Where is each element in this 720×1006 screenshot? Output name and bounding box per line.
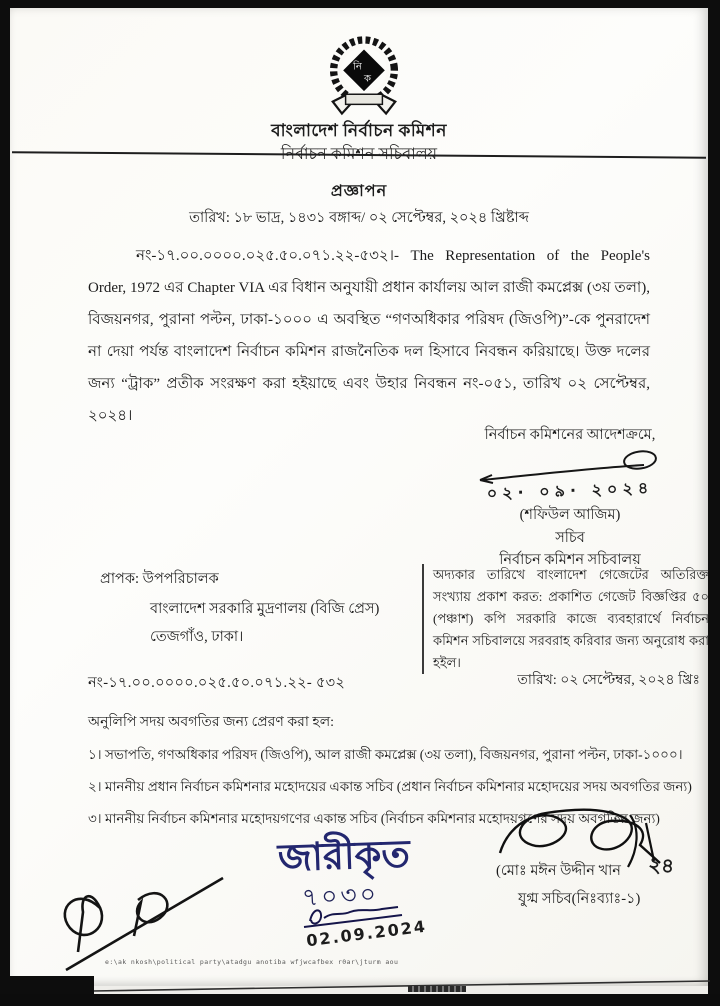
secretary-signature-date: ০২· ০৯· ২০২৪ bbox=[486, 478, 654, 503]
scan-smudge-mark bbox=[408, 986, 466, 992]
dispatch-date: 02.09.2024 bbox=[305, 916, 428, 951]
distribution-heading: অনুলিপি সদয় অবগতির জন্য প্রেরণ করা হল: bbox=[88, 715, 335, 730]
joint-secretary-name: (মোঃ মঈন উদ্দীন খান bbox=[496, 863, 621, 879]
secretary-designation: সচিব bbox=[555, 530, 585, 546]
notice-body-paragraph: নং-১৭.০০.০০০০.০২৫.৫০.০৭১.২২-৫৩২।- The Representation of the People's Order, 1972 এর Chapter VIA এর বিধান অনুযায়ী প্রধান কার্যালয় আল রাজী কমপ্লেক্স (৩য় তলা), বিজয়নগর, পুরানা পল্টন, ঢাকা-১০০০ এ অবস্থিত “গণঅধিকার পরিষদ (জিওপি)”-কে পুনরাদেশ না দেয়া পর্যন্ত বাংলাদেশ নির্বাচন কমিশন রাজনৈতিক দল হিসাবে নিবন্ধন করিয়াছে। উক্ত দলের জন্য “ট্রাক” প্রতীক সংরক্ষণ করা হইয়াছে এবং উহার নিবন্ধন নং-০৫১, তারিখ ০২ সেপ্টেম্বর, ২০২৪। bbox=[88, 248, 650, 424]
svg-text:ক: ক bbox=[364, 73, 372, 85]
secretary-office: নির্বাচন কমিশন সচিবালয় bbox=[499, 552, 641, 568]
notice-date-line: তারিখ: ১৮ ভাদ্র, ১৪৩১ বঙ্গাব্দ/ ০২ সেপ্টেম্বর, ২০২৪ খ্রিষ্টাব্দ bbox=[189, 210, 529, 226]
scan-bottom-band bbox=[0, 994, 720, 1006]
org-name-line1: বাংলাদেশ নির্বাচন কমিশন bbox=[271, 121, 447, 140]
distribution-item-1: ১। সভাপতি, গণঅধিকার পরিষদ (জিওপি), আল রাজী কমপ্লেক্স (৩য় তলা), বিজয়নগর, পুরানা পল্টন, ঢাকা-১০০০। bbox=[88, 747, 683, 762]
secretary-name: (শফিউল আজিম) bbox=[519, 507, 621, 523]
scan-black-patch bbox=[10, 976, 94, 994]
svg-text:নি: নি bbox=[352, 61, 362, 73]
scan-edge-line bbox=[92, 976, 710, 994]
recipient-line2: বাংলাদেশ সরকারি মুদ্রণালয় (বিজি প্রেস) bbox=[150, 601, 380, 617]
by-order-text: নির্বাচন কমিশনের আদেশক্রমে, bbox=[484, 427, 656, 443]
joint-secretary-designation: যুগ্ম সচিব(নিঃব্যাঃ-১) bbox=[518, 891, 641, 907]
reference-number: নং-১৭.০০.০০০০.০২৫.৫০.০৭১.২২- ৫৩২ bbox=[88, 675, 346, 691]
recipient-line1: প্রাপক: উপপরিচালক bbox=[100, 571, 219, 587]
document-page bbox=[10, 8, 708, 986]
election-commission-emblem-icon bbox=[318, 26, 410, 122]
distribution-item-3: ৩। মাননীয় নির্বাচন কমিশনার মহোদয়গণের একান্ত সচিব (নির্বাচন কমিশনার মহোদয়গণের সদয় অবগতির জন্য) bbox=[88, 811, 660, 826]
notice-title: প্রজ্ঞাপন bbox=[330, 183, 388, 200]
signature-overlay-mark: ২৪ bbox=[647, 852, 675, 878]
reference-date: তারিখ: ০২ সেপ্টেম্বর, ২০২৪ খ্রিঃ bbox=[517, 673, 700, 688]
issued-serial-number: ৭০৩০ bbox=[301, 879, 380, 912]
gazette-copies-note: অদ্যকার তারিখে বাংলাদেশ গেজেটের অতিরিক্ত সংখ্যায় প্রকাশ করত: প্রকাশিত গেজেট বিজ্ঞপ্তির ৫০ (পঞ্চাশ) কপি সরকারি কাজে ব্যবহারার্থে নির্বাচন কমিশন সচিবালয়ে সরবরাহ করিবার জন্য অনুরোধ করা হইল। bbox=[422, 564, 709, 674]
issued-stamp-text: জারীকৃত bbox=[277, 831, 411, 880]
footer-file-path: e:\ak nkosh\political party\atadgu anotiba wfjwcafbex r0ar\jturm aou bbox=[105, 958, 399, 966]
distribution-item-2: ২। মাননীয় প্রধান নির্বাচন কমিশনার মহোদয়ের একান্ত সচিব (প্রধান নির্বাচন কমিশনার মহোদয়ের সদয় অবগতির জন্য) bbox=[88, 779, 692, 794]
recipient-line3: তেজগাঁও, ঢাকা। bbox=[150, 629, 244, 645]
